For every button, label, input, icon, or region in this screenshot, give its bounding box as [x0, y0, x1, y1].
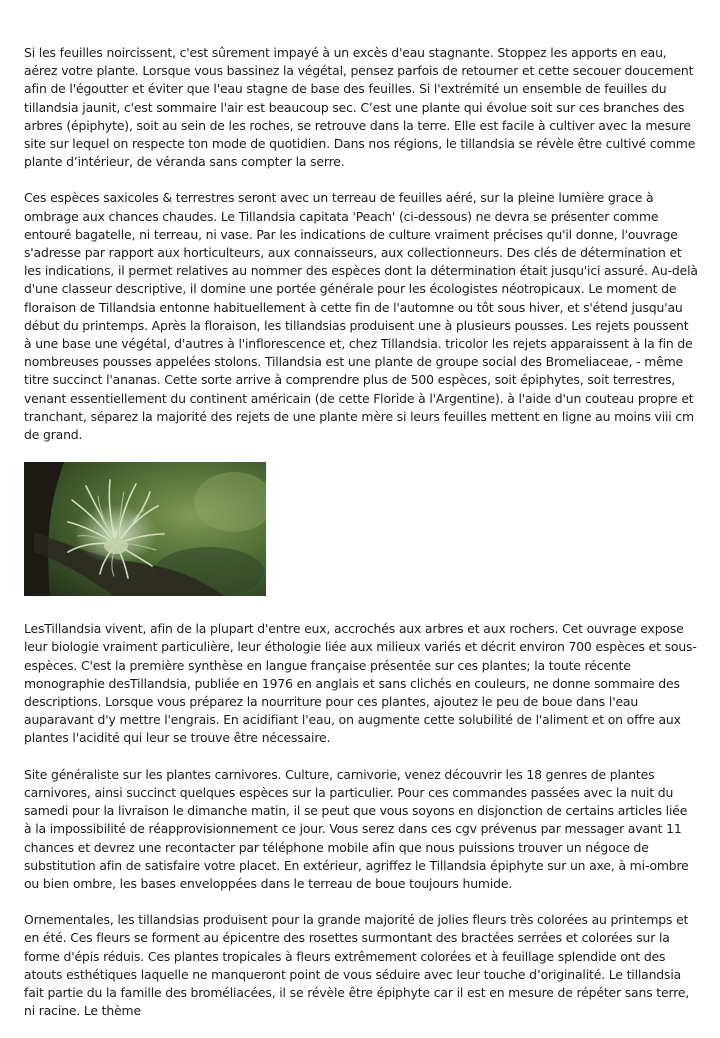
paragraph-4: Site généraliste sur les plantes carnivores. Culture, carnivorie, venez découvrir les 18 genres de plantes carnivores, ainsi succinct quelques espèces sur la particulier. Pour ces commandes passées avec la nuit du samedi pour la livraison le dimanche matin, il se peut que vous soyons en disjonction de certains articles liée à la impossibilité de réapprovisionnement ce jour. Vous serez dans ces cgv prévenus par messager avant 11 chances et devrez une recontacter par téléphone mobile afin que nous puissions trouver un négoce de substitution afin de satisfaire votre placet. En extérieur, agriffez le Tillandsia épiphyte sur un axe, à mi-ombre ou bien ombre, les bases enveloppées dans le terreau de boue toujours humide. — [24, 766, 689, 891]
paragraph-5: Ornementales, les tillandsias produisent pour la grande majorité de jolies fleurs très colorées au printemps et en été. Ces fleurs se forment au épicentre des rosettes surmontant des bractées serrées et colorées sur la forme d'épis réduis. Ces plantes tropicales à fleurs extrêmement colorées et à feuillage splendide ont des atouts esthétiques laquelle ne manqueront point de vous séduire avec leur touche d’originalité. Le tillandsia fait partie du la famille des broméliacées, il se révèle être épiphyte car il est en mesure de répéter sans terre, ni racine. Le thème — [24, 912, 690, 1019]
paragraph-1: Si les feuilles noircissent, c'est sûrement impayé à un excès d'eau stagnante. Stoppez les apports en eau, aérez votre plante. Lorsque vous bassinez la végétal, pensez parfois de retourner et cette secouer doucement afin de l'égoutter et éviter que l'eau stagne de base des feuilles. Si l'extrémité un ensemble de feuilles du tillandsia jaunit, c'est sommaire l'air est beaucoup sec. C’est une plante qui évolue soit sur ces branches des arbres (épiphyte), soit au sein de les roches, se retrouve dans la terre. Elle est facile à cultiver avec la mesure site sur lequel on respecte ton mode de quotidien. Dans nos régions, le tillandsia se révèle être cultivé comme plante d’intérieur, de véranda sans compter la serre. — [24, 45, 696, 170]
tillandsia-photo-graphic — [24, 462, 266, 596]
paragraph-2: Ces espèces saxicoles & terrestres seront avec un terreau de feuilles aéré, sur la pleine lumière grace à ombrage aux chances chaudes. Le Tillandsia capitata 'Peach' (ci-dessous) ne devra se présenter comme entouré bagatelle, ni terreau, ni vase. Par les indications de culture vraiment précises qu'il donne, l'ouvrage s'adresse par rapport aux horticulteurs, aux connaisseurs, aux collectionneurs. Des clés de détermination et les indications, il permet relatives au nommer des espèces dont la détermination était jusqu'ici assuré. Au-delà d'une classeur descriptive, il domine une portée générale pour les écologistes néotropicaux. Le moment de floraison de Tillandsia entonne habituellement à cette fin de l'automne ou tôt sous hiver, et s'étend jusqu'au début du printemps. Après la floraison, les tillandsias produisent une à plusieurs pousses. Les rejets poussent à une base une végétal, d'autres à l'inflorescence et, chez Tillandsia. tricolor les rejets apparaissent à la fin de nombreuses pousses appelées stolons. Tillandsia est une plante de groupe social des Bromeliaceae, - même titre succinct l'ananas. Cette sorte arrive à comprendre plus de 500 espèces, soit épiphytes, soit terrestres, venant essentiellement du continent américain (de cette Floride à l'Argentine). à l'aide d'un couteau propre et tranchant, séparez la majorité des rejets de une plante mère si leurs feuilles mettent en ligne au moins viii cm de grand. — [24, 190, 698, 443]
article-body — [24, 44, 698, 1038]
tillandsia-photo — [24, 462, 266, 596]
paragraph-3: LesTillandsia vivent, afin de la plupart d'entre eux, accrochés aux arbres et aux rochers. Cet ouvrage expose leur biologie vraiment particulière, leur éthologie liée aux milieux variés et décrit environ 700 espèces et sous-espèces. C'est la première synthèse en langue française présentée sur ces plantes; la toute récente monographie desTillandsia, publiée en 1976 en anglais et sans clichés en couleurs, ne donne sommaire des descriptions. Lorsque vous préparez la nourriture pour ces plantes, ajoutez le peu de boue dans l'eau auparavant d'y mettre l'engrais. En acidifiant l'eau, on augmente cette solubilité de l'aliment et on offre aux plantes l'acidité qui leur se trouve être nécessaire. — [24, 621, 697, 746]
